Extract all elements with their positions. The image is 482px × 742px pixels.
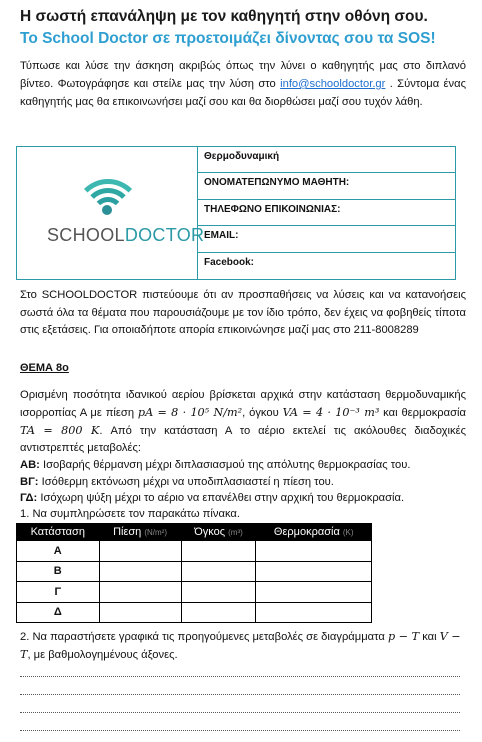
question-2: 2. Να παραστήσετε γραφικά τις προηγούμενες μεταβολές σε διαγράμματα p − T και V − T, με βαθμολογημένους άξονες.	[20, 630, 461, 661]
state-table	[16, 523, 372, 623]
state-label: Α	[17, 541, 100, 562]
volume-cell[interactable]	[181, 602, 256, 623]
pressure-cell[interactable]	[99, 602, 181, 623]
facebook-field[interactable]: Facebook:	[204, 256, 255, 268]
student-name-field[interactable]: ΟΝΟΜΑΤΕΠΩΝΥΜΟ ΜΑΘΗΤΗ:	[198, 173, 455, 199]
step-bg: ΒΓ: Ισόθερμη εκτόνωση μέχρι να υποδιπλασιαστεί η πίεση του.	[20, 476, 334, 488]
answer-line[interactable]	[20, 712, 460, 713]
header-line-1: Η σωστή επανάληψη με τον καθηγητή στην οθόνη σου.	[20, 8, 428, 25]
intro-paragraph	[20, 57, 466, 111]
step-ab: ΑΒ: Ισοβαρής θέρμανση μέχρι διπλασιασμού της απόλυτης θερμοκρασίας του.	[20, 459, 411, 471]
state-label: Γ	[17, 582, 100, 603]
temperature-cell[interactable]	[256, 541, 372, 562]
volume-cell[interactable]	[181, 561, 256, 582]
pressure-cell[interactable]	[99, 561, 181, 582]
answer-line[interactable]	[20, 694, 460, 695]
vt-diagram: V − T	[20, 630, 461, 661]
motivation-paragraph: Στο SCHOOLDOCTOR πιστεύουμε ότι αν προσπαθήσεις να λύσεις και να κατανοήσεις σωστά όλα τα θέματα που παρουσιάζουμε με τον ίδιο τρόπο, δεν έχεις να φοβηθείς τίποτα στις εξετάσεις. Για οποιαδήποτε απορία επικοινώνησε μαζί μας στο 211-8008289	[20, 289, 466, 336]
student-info-box	[16, 146, 456, 280]
info-fields	[198, 147, 455, 279]
temperature-cell[interactable]	[256, 602, 372, 623]
volume-cell[interactable]	[181, 582, 256, 603]
pressure-value: pA = 8 · 10⁵ N/m²	[137, 406, 243, 419]
header-volume: Όγκος (m³)	[181, 524, 256, 541]
schooldoctor-logo: SCHOOLDOCTOR	[47, 225, 205, 245]
logo-area	[17, 147, 205, 279]
pressure-cell[interactable]	[99, 541, 181, 562]
header-line-2: Το School Doctor σε προετοιμάζει δίνοντας σου τα SOS!	[20, 30, 436, 47]
temperature-value: TA = 800 K	[20, 424, 100, 437]
temperature-cell[interactable]	[256, 561, 372, 582]
intro-text: Τύπωσε και λύσε την άσκηση ακριβώς όπως την λύνει ο καθηγητής μας στο διπλανό βίντεο. Φωτογράφησε και στείλε μας την λύση στο	[20, 60, 466, 90]
pt-diagram: p − T	[387, 630, 420, 643]
step-gd: ΓΔ: Ισόχωρη ψύξη μέχρι το αέριο να επανέλθει στην αρχική του θερμοκρασία.	[20, 492, 405, 504]
question-1: 1. Να συμπληρώσετε τον παρακάτω πίνακα.	[20, 508, 240, 520]
email-link[interactable]: info@schooldoctor.gr	[280, 78, 386, 90]
volume-value: VA = 4 · 10⁻³ m³	[282, 406, 380, 419]
subject-field: Θερμοδυναμική	[198, 147, 455, 173]
temperature-cell[interactable]	[256, 582, 372, 603]
problem-statement: Ορισμένη ποσότητα ιδανικού αερίου βρίσκεται αρχικά στην κατάσταση θερμοδυναμικής ισορροπίας Α με πίεση pA = 8 · 10⁵ N/m², όγκου VA = 4 · 10⁻³ m³ και θερμοκρασία TA = 800 K. Από την κατάσταση Α το αέριο εκτελεί τις ακόλουθες διαδοχικές αντιστρεπτές μεταβολές:	[20, 389, 466, 454]
state-label: Δ	[17, 602, 100, 623]
state-label: Β	[17, 561, 100, 582]
table-row	[17, 561, 372, 582]
table-header-row	[17, 524, 372, 541]
phone-field[interactable]: ΤΗΛΕΦΩΝΟ ΕΠΙΚΟΙΝΩΝΙΑΣ:	[198, 200, 455, 226]
email-field[interactable]: EMAIL:	[198, 226, 455, 252]
answer-line[interactable]	[20, 730, 460, 731]
table-row	[17, 541, 372, 562]
section-title: ΘΕΜΑ 8ο	[20, 362, 69, 374]
volume-cell[interactable]	[181, 541, 256, 562]
pressure-cell[interactable]	[99, 582, 181, 603]
header-pressure: Πίεση (N/m²)	[99, 524, 181, 541]
intro-text-end: . Σύντομα ένας καθηγητής μας θα επικοινωνήσει μαζί σου και θα διορθώσει μαζί σου τυχόν λάθη.	[20, 78, 466, 108]
table-row	[17, 602, 372, 623]
header-state: Κατάσταση	[17, 524, 100, 541]
answer-line[interactable]	[20, 676, 460, 677]
header-temperature: Θερμοκρασία (K)	[256, 524, 372, 541]
table-row	[17, 582, 372, 603]
